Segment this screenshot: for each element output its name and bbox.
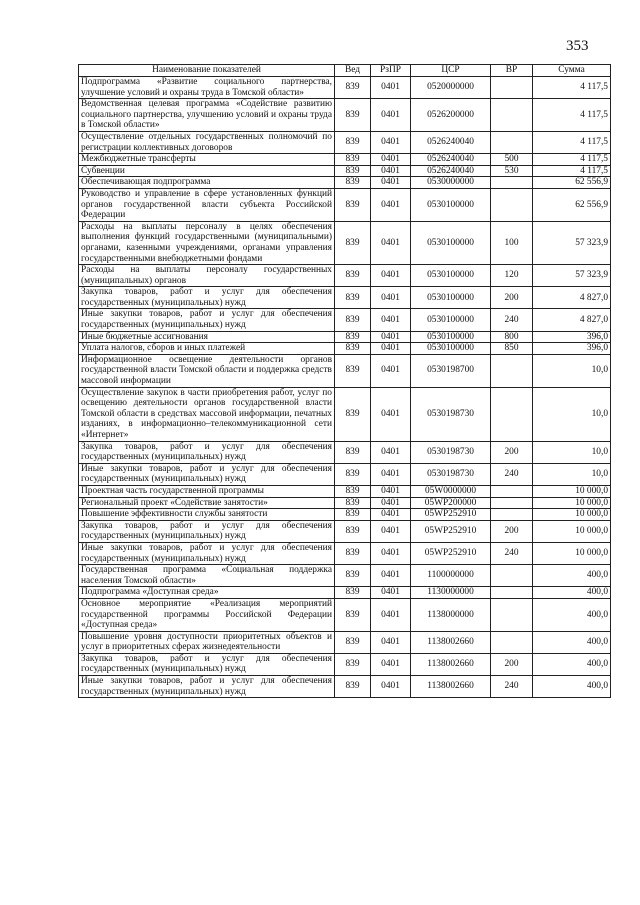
cell-sum: 4 827,0 [533, 287, 611, 309]
cell-name: Уплата налогов, сборов и иных платежей [79, 343, 335, 355]
cell-name: Иные закупки товаров, работ и услуг для обеспечения государственных (муниципальных) нужд [79, 676, 335, 698]
header-csr: ЦСР [411, 65, 491, 77]
cell-csr: 0530100000 [411, 265, 491, 287]
cell-name: Повышение эффективности службы занятости [79, 509, 335, 521]
table-row [79, 354, 611, 387]
cell-ved: 839 [335, 676, 371, 698]
table-row [79, 331, 611, 343]
cell-name: Руководство и управление в сфере установленных функций органов государственной власти субъекта Российской Федерации [79, 188, 335, 221]
cell-vr: 240 [491, 463, 533, 485]
cell-name: Обеспечивающая подпрограмма [79, 177, 335, 189]
header-ved: Вед [335, 65, 371, 77]
page-number: 353 [566, 38, 589, 54]
cell-ved: 839 [335, 188, 371, 221]
cell-sum: 4 117,5 [533, 99, 611, 132]
cell-csr: 05W0000000 [411, 485, 491, 497]
cell-sum: 10 000,0 [533, 509, 611, 521]
cell-sum: 4 117,5 [533, 131, 611, 153]
table-row [79, 598, 611, 631]
cell-vr [491, 631, 533, 653]
table-row [79, 676, 611, 698]
cell-sum: 10,0 [533, 441, 611, 463]
cell-name: Расходы на выплаты персоналу в целях обеспечения выполнения функций государственными (муниципальными) органами, казенными учреждениями, органами управления государственными внебюджетными фондами [79, 221, 335, 264]
cell-rzpr: 0401 [371, 77, 411, 99]
table-row [79, 309, 611, 331]
cell-ved: 839 [335, 343, 371, 355]
cell-sum: 62 556,9 [533, 177, 611, 189]
cell-vr [491, 497, 533, 509]
table-row [79, 587, 611, 599]
cell-sum: 400,0 [533, 565, 611, 587]
cell-csr: 0530198730 [411, 441, 491, 463]
table-row [79, 188, 611, 221]
cell-rzpr: 0401 [371, 598, 411, 631]
table-row [79, 343, 611, 355]
cell-rzpr: 0401 [371, 343, 411, 355]
cell-ved: 839 [335, 354, 371, 387]
cell-vr: 200 [491, 287, 533, 309]
cell-name: Подпрограмма «Доступная среда» [79, 587, 335, 599]
cell-vr: 800 [491, 331, 533, 343]
cell-ved: 839 [335, 463, 371, 485]
cell-sum: 400,0 [533, 598, 611, 631]
cell-vr [491, 99, 533, 132]
cell-name: Закупка товаров, работ и услуг для обеспечения государственных (муниципальных) нужд [79, 653, 335, 675]
cell-vr: 240 [491, 542, 533, 564]
table-row [79, 485, 611, 497]
table-row [79, 131, 611, 153]
cell-sum: 4 117,5 [533, 154, 611, 166]
header-rzpr: РзПР [371, 65, 411, 77]
cell-vr [491, 598, 533, 631]
cell-csr: 1138002660 [411, 676, 491, 698]
cell-csr: 0530198730 [411, 387, 491, 441]
cell-rzpr: 0401 [371, 587, 411, 599]
table-row [79, 265, 611, 287]
cell-vr [491, 177, 533, 189]
cell-vr [491, 354, 533, 387]
cell-csr: 0526240040 [411, 131, 491, 153]
header-vr: ВР [491, 65, 533, 77]
table-row [79, 497, 611, 509]
cell-sum: 10,0 [533, 387, 611, 441]
cell-name: Закупка товаров, работ и услуг для обеспечения государственных (муниципальных) нужд [79, 520, 335, 542]
cell-vr [491, 387, 533, 441]
cell-rzpr: 0401 [371, 497, 411, 509]
cell-rzpr: 0401 [371, 509, 411, 521]
cell-csr: 0526240040 [411, 165, 491, 177]
cell-ved: 839 [335, 653, 371, 675]
cell-name: Информационное освещение деятельности органов государственной власти Томской области и поддержка средств массовой информации [79, 354, 335, 387]
cell-sum: 400,0 [533, 587, 611, 599]
table-row [79, 565, 611, 587]
cell-vr: 240 [491, 676, 533, 698]
table-row [79, 165, 611, 177]
cell-vr: 850 [491, 343, 533, 355]
cell-csr: 0530100000 [411, 331, 491, 343]
cell-csr: 1100000000 [411, 565, 491, 587]
table-row [79, 154, 611, 166]
cell-name: Иные закупки товаров, работ и услуг для обеспечения государственных (муниципальных) нужд [79, 309, 335, 331]
cell-ved: 839 [335, 309, 371, 331]
cell-ved: 839 [335, 631, 371, 653]
cell-name: Повышение уровня доступности приоритетных объектов и услуг в приоритетных сферах жизнедеятельности [79, 631, 335, 653]
cell-sum: 10,0 [533, 354, 611, 387]
cell-name: Подпрограмма «Развитие социального партнерства, улучшение условий и охраны труда в Томской области» [79, 77, 335, 99]
cell-name: Основное мероприятие «Реализация мероприятий государственной программы Российской Федерации «Доступная среда» [79, 598, 335, 631]
cell-vr: 200 [491, 520, 533, 542]
cell-sum: 4 117,5 [533, 77, 611, 99]
cell-ved: 839 [335, 177, 371, 189]
cell-csr: 0530100000 [411, 309, 491, 331]
cell-vr [491, 485, 533, 497]
cell-rzpr: 0401 [371, 387, 411, 441]
cell-sum: 10 000,0 [533, 497, 611, 509]
cell-ved: 839 [335, 331, 371, 343]
cell-rzpr: 0401 [371, 287, 411, 309]
cell-ved: 839 [335, 131, 371, 153]
cell-vr: 200 [491, 441, 533, 463]
table-body [79, 77, 611, 698]
cell-name: Проектная часть государственной программы [79, 485, 335, 497]
cell-vr: 200 [491, 653, 533, 675]
cell-csr: 0526240040 [411, 154, 491, 166]
cell-rzpr: 0401 [371, 354, 411, 387]
header-sum: Сумма [533, 65, 611, 77]
cell-ved: 839 [335, 598, 371, 631]
cell-sum: 396,0 [533, 331, 611, 343]
cell-rzpr: 0401 [371, 631, 411, 653]
cell-csr: 1138002660 [411, 653, 491, 675]
cell-name: Иные закупки товаров, работ и услуг для обеспечения государственных (муниципальных) нужд [79, 542, 335, 564]
cell-vr [491, 77, 533, 99]
cell-rzpr: 0401 [371, 463, 411, 485]
cell-csr: 1138002660 [411, 631, 491, 653]
cell-rzpr: 0401 [371, 565, 411, 587]
cell-rzpr: 0401 [371, 676, 411, 698]
cell-rzpr: 0401 [371, 441, 411, 463]
cell-sum: 400,0 [533, 676, 611, 698]
cell-rzpr: 0401 [371, 653, 411, 675]
table-row [79, 287, 611, 309]
cell-ved: 839 [335, 221, 371, 264]
cell-ved: 839 [335, 509, 371, 521]
cell-ved: 839 [335, 165, 371, 177]
cell-csr: 05WP252910 [411, 509, 491, 521]
cell-name: Межбюджетные трансферты [79, 154, 335, 166]
cell-csr: 0530198730 [411, 463, 491, 485]
cell-ved: 839 [335, 77, 371, 99]
cell-csr: 1130000000 [411, 587, 491, 599]
cell-csr: 0530198700 [411, 354, 491, 387]
cell-csr: 0530100000 [411, 343, 491, 355]
cell-csr: 0530100000 [411, 188, 491, 221]
cell-ved: 839 [335, 565, 371, 587]
cell-ved: 839 [335, 99, 371, 132]
cell-rzpr: 0401 [371, 165, 411, 177]
table-row [79, 520, 611, 542]
cell-name: Региональный проект «Содействие занятости» [79, 497, 335, 509]
cell-name: Государственная программа «Социальная поддержка населения Томской области» [79, 565, 335, 587]
cell-vr [491, 565, 533, 587]
table-row [79, 441, 611, 463]
cell-sum: 57 323,9 [533, 221, 611, 264]
cell-vr [491, 587, 533, 599]
cell-vr: 530 [491, 165, 533, 177]
cell-name: Иные закупки товаров, работ и услуг для обеспечения государственных (муниципальных) нужд [79, 463, 335, 485]
cell-csr: 0530100000 [411, 287, 491, 309]
table-row [79, 463, 611, 485]
cell-csr: 0520000000 [411, 77, 491, 99]
cell-ved: 839 [335, 587, 371, 599]
cell-ved: 839 [335, 520, 371, 542]
table-row [79, 177, 611, 189]
budget-table [78, 64, 611, 698]
cell-rzpr: 0401 [371, 309, 411, 331]
cell-csr: 05WP252910 [411, 542, 491, 564]
cell-rzpr: 0401 [371, 99, 411, 132]
cell-ved: 839 [335, 287, 371, 309]
cell-rzpr: 0401 [371, 485, 411, 497]
cell-csr: 0530000000 [411, 177, 491, 189]
cell-vr: 120 [491, 265, 533, 287]
cell-sum: 10 000,0 [533, 520, 611, 542]
cell-ved: 839 [335, 485, 371, 497]
header-name: Наименование показателей [79, 65, 335, 77]
cell-ved: 839 [335, 387, 371, 441]
table-row [79, 509, 611, 521]
cell-rzpr: 0401 [371, 265, 411, 287]
cell-ved: 839 [335, 542, 371, 564]
cell-name: Осуществление отдельных государственных полномочий по регистрации коллективных договоров [79, 131, 335, 153]
cell-sum: 62 556,9 [533, 188, 611, 221]
cell-name: Расходы на выплаты персоналу государственных (муниципальных) органов [79, 265, 335, 287]
cell-sum: 10,0 [533, 463, 611, 485]
cell-rzpr: 0401 [371, 221, 411, 264]
table-row [79, 99, 611, 132]
cell-name: Ведомственная целевая программа «Содействие развитию социального партнерства, улучшению условий и охраны труда в Томской области» [79, 99, 335, 132]
table-row [79, 387, 611, 441]
table-row [79, 77, 611, 99]
cell-sum: 4 827,0 [533, 309, 611, 331]
cell-name: Осуществление закупок в части приобретения работ, услуг по освещению деятельности органов государственной власти Томской области в средствах массовой информации, печатных изданиях, в информационно–телекоммуникационной сети «Интернет» [79, 387, 335, 441]
cell-vr [491, 188, 533, 221]
cell-ved: 839 [335, 441, 371, 463]
table-row [79, 542, 611, 564]
cell-sum: 400,0 [533, 631, 611, 653]
cell-vr: 100 [491, 221, 533, 264]
cell-ved: 839 [335, 265, 371, 287]
cell-vr: 240 [491, 309, 533, 331]
cell-sum: 57 323,9 [533, 265, 611, 287]
cell-name: Субвенции [79, 165, 335, 177]
cell-ved: 839 [335, 497, 371, 509]
cell-vr [491, 131, 533, 153]
table-row [79, 653, 611, 675]
cell-csr: 05WP252910 [411, 520, 491, 542]
cell-sum: 396,0 [533, 343, 611, 355]
cell-csr: 0526200000 [411, 99, 491, 132]
cell-csr: 1138000000 [411, 598, 491, 631]
cell-rzpr: 0401 [371, 188, 411, 221]
cell-sum: 10 000,0 [533, 485, 611, 497]
cell-rzpr: 0401 [371, 177, 411, 189]
cell-name: Закупка товаров, работ и услуг для обеспечения государственных (муниципальных) нужд [79, 287, 335, 309]
cell-rzpr: 0401 [371, 520, 411, 542]
cell-sum: 4 117,5 [533, 165, 611, 177]
cell-rzpr: 0401 [371, 331, 411, 343]
cell-ved: 839 [335, 154, 371, 166]
table-row [79, 631, 611, 653]
cell-sum: 400,0 [533, 653, 611, 675]
cell-name: Иные бюджетные ассигнования [79, 331, 335, 343]
cell-vr: 500 [491, 154, 533, 166]
cell-vr [491, 509, 533, 521]
cell-sum: 10 000,0 [533, 542, 611, 564]
cell-csr: 05WP200000 [411, 497, 491, 509]
cell-rzpr: 0401 [371, 154, 411, 166]
cell-csr: 0530100000 [411, 221, 491, 264]
cell-name: Закупка товаров, работ и услуг для обеспечения государственных (муниципальных) нужд [79, 441, 335, 463]
table-header-row [79, 65, 611, 77]
cell-rzpr: 0401 [371, 542, 411, 564]
table-row [79, 221, 611, 264]
cell-rzpr: 0401 [371, 131, 411, 153]
